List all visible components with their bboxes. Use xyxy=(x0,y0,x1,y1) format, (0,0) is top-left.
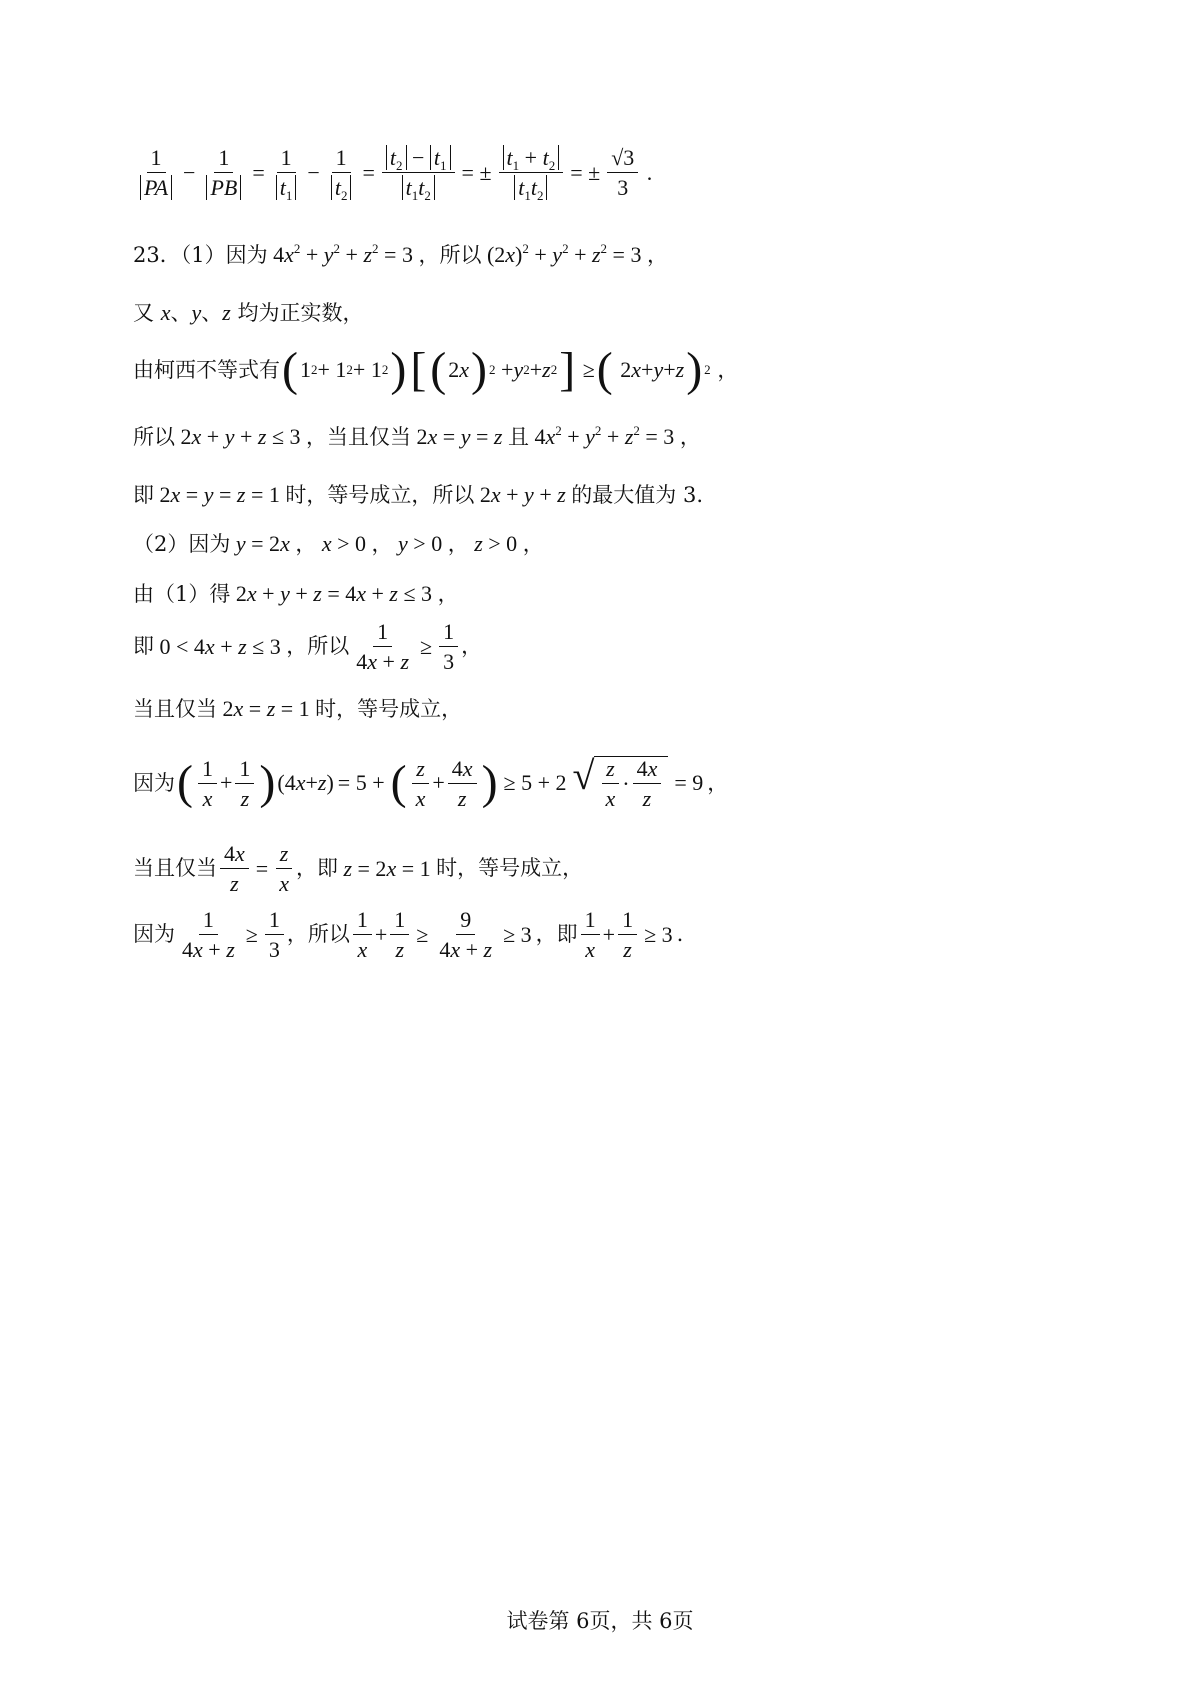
line-8: 即 0 < 4x + z ≤ 3 ，所以 $\frac{1}{4x + z}$ ≥ $\frac{1}{3}$ ， xyxy=(133,619,483,675)
line-2: 又 x 、 y 、 z 均为正实数， xyxy=(133,300,364,325)
line-1: 23．（1）因为 $4x^2 + y^2 + z^2 = 3$ ，所以 $(2x)^2 + y^2 + z^2 = 3$ ， xyxy=(133,241,668,267)
line-11: 当且仅当 $\frac{4x}{z}$ = $\frac{z}{x}$ ，即 z = 2x = 1 时，等号成立， xyxy=(133,841,584,897)
line-7: 由（1）得 2x + y + z = 4x + z ≤ 3 ， xyxy=(133,581,459,606)
line-10: 因为 ( $\frac{1}{x}$ + $\frac{1}{z}$ ) (4 x + z ) = 5 + ( $\frac{z}{x}$ + $\frac{4x}{z}$ ) ≥ 5 + 2 √ $\frac{z}{x}$ · $\frac{4x}{z}$ = 9 ， xyxy=(133,753,729,812)
line-5: 即 2x = y = z = 1 时，等号成立，所以 2x + y + z 的最大值为 3. xyxy=(133,482,704,507)
line-12: 因为 $\frac{1}{4x + z}$ ≥ $\frac{1}{3}$ ，所以 $\frac{1}{x}$ + $\frac{1}{z}$ ≥ $\frac{9}{4x + z}$ ≥ 3 ，即 $\frac{1}{x}$ + $\frac{1}{z}$ ≥ 3 . xyxy=(133,907,684,963)
page-footer: 试卷第 6页，共 6页 xyxy=(506,1609,694,1633)
line-0: $\frac{1}{PA}$ − $\frac{1}{PB}$ = $\frac{1}{t_1}$ − $\frac{1}{t_2}$ = $\frac{t_2 - t_1}{t_1t_2}$ = ± $\frac{t_1 + t_2}{t_1t_2}$ = ± $\frac{√3}{3}$ . xyxy=(133,146,652,199)
line-6: （2）因为 y = 2x ， x > 0 ， y > 0 ， z > 0 ， xyxy=(133,531,544,556)
line-4: 所以 2x + y + z ≤ 3 ，当且仅当 2x = y = z 且 $4x^2 + y^2 + z^2 = 3$ ， xyxy=(133,423,701,449)
line-3: 由柯西不等式有 ( 1 2 + 1 2 + 1 2 ) [ ( 2 x ) 2 + y 2 + z 2 ] ≥ ( 2 x + y + z ) 2 ， xyxy=(133,343,739,396)
line-9: 当且仅当 2x = z = 1 时，等号成立， xyxy=(133,696,463,721)
